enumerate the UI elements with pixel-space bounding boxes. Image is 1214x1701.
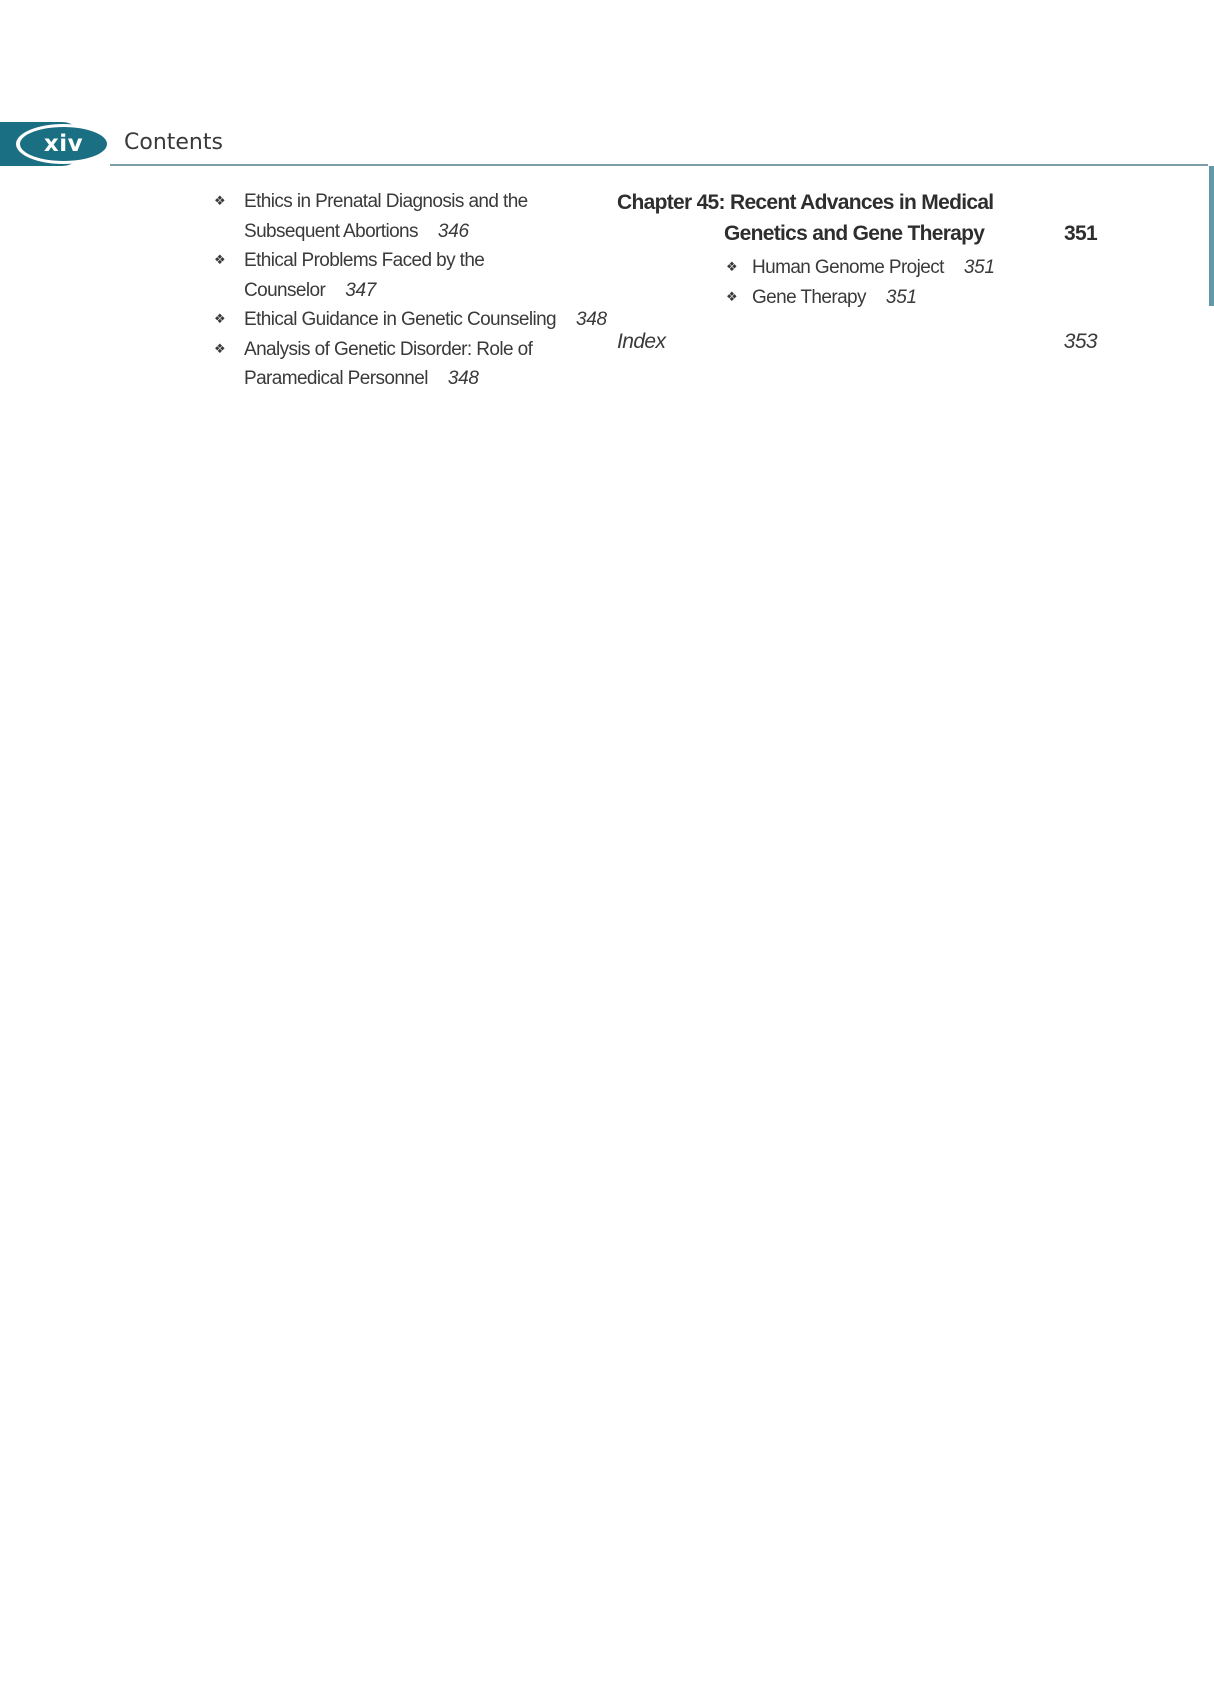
toc-right-column — [617, 187, 1097, 357]
toc-entry-ethics-prenatal[interactable] — [210, 187, 610, 246]
index-entry[interactable] — [617, 327, 1097, 357]
diamond-bullet-icon: ❖ — [214, 312, 226, 327]
toc-entry-title: Human Genome Project — [752, 257, 944, 278]
toc-entry-gene-therapy[interactable] — [724, 283, 1097, 313]
page-header — [0, 0, 1214, 170]
toc-entry-page: 348 — [576, 309, 607, 330]
toc-entry-human-genome-project[interactable] — [724, 253, 1097, 283]
toc-entry-ethical-problems[interactable] — [210, 246, 610, 305]
chapter-label: Chapter 45: — [617, 191, 725, 214]
toc-entry-title: Ethics in Prenatal Diagnosis and the — [244, 191, 528, 212]
toc-entry-page: 346 — [437, 220, 469, 242]
index-page: 353 — [1063, 330, 1097, 353]
toc-entry-title: Subsequent Abortions — [244, 220, 418, 242]
toc-entry-page: 347 — [345, 279, 377, 301]
toc-entry-analysis-genetic-disorder[interactable] — [210, 335, 610, 394]
diamond-bullet-icon: ❖ — [726, 289, 738, 305]
toc-left-column — [210, 187, 610, 394]
toc-entry-title: Paramedical Personnel — [244, 368, 428, 389]
chapter-heading[interactable] — [617, 187, 1097, 249]
toc-entry-ethical-guidance[interactable] — [210, 305, 610, 335]
chapter-title: Recent Advances in Medical — [729, 191, 994, 214]
chapter-page: 351 — [1064, 222, 1097, 245]
toc-entry-title: Ethical Guidance in Genetic Counseling — [244, 309, 557, 330]
page-number: xiv — [20, 127, 107, 161]
chapter-sub-entries — [617, 253, 1097, 312]
toc-entry-page: 351 — [885, 286, 917, 308]
diamond-bullet-icon: ❖ — [214, 341, 226, 357]
diamond-bullet-icon: ❖ — [214, 253, 226, 268]
running-head: Contents — [124, 130, 223, 155]
toc-entry-page: 351 — [963, 257, 995, 278]
header-rule — [110, 164, 1208, 166]
toc-entry-title: Gene Therapy — [752, 286, 866, 308]
diamond-bullet-icon: ❖ — [726, 260, 738, 275]
edge-accent-bar — [1209, 166, 1214, 306]
toc-entry-title: Ethical Problems Faced by the Counselor — [244, 250, 485, 301]
index-label: Index — [617, 330, 666, 353]
chapter-title: Genetics and Gene Therapy — [724, 222, 985, 245]
toc-entry-page: 348 — [447, 368, 479, 389]
diamond-bullet-icon: ❖ — [214, 194, 226, 209]
toc-entry-title: Analysis of Genetic Disorder: Role of — [244, 338, 533, 360]
